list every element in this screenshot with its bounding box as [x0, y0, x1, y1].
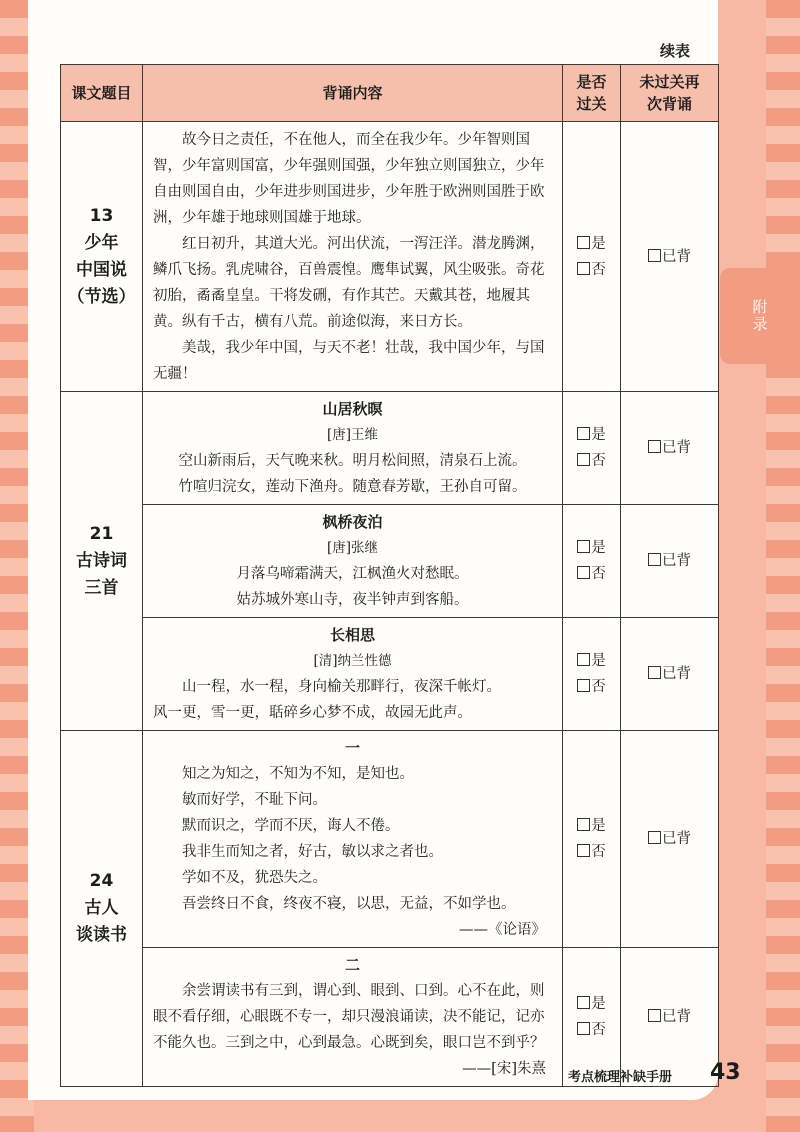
- recitation-table: [60, 64, 719, 1087]
- passed-no-checkbox[interactable]: 否: [564, 839, 619, 865]
- table-row: [61, 505, 719, 618]
- paragraph: 红日初升，其道大光。河出伏流，一泻汪洋。潜龙腾渊，鳞爪飞扬。乳虎啸谷，百兽震惶。鹰隼试翼，风尘吸张。奇花初胎，矞矞皇皇。干将发硎，有作其芒。天戴其苍，地履其黄。纵有千古，横有八荒。前途似海，来日方长。: [153, 235, 545, 330]
- book-title-footer: 考点梳理补缺手册: [568, 1070, 673, 1085]
- passed-yes-checkbox[interactable]: 是: [564, 991, 619, 1017]
- lesson-13-cell: 13 少年 中国说 （节选）: [61, 122, 143, 392]
- lesson-13-text: [143, 122, 563, 392]
- passed-cell: [563, 618, 621, 731]
- table-row: [61, 122, 719, 392]
- recited-checkbox[interactable]: 已背: [622, 1004, 717, 1030]
- header-retry: 未过关再次背诵: [621, 65, 719, 122]
- passed-yes-checkbox[interactable]: 是: [564, 535, 619, 561]
- page-edge-right: [766, 0, 800, 1132]
- lesson-21-cell: 21 古诗词 三首: [61, 392, 143, 731]
- recited-checkbox[interactable]: 已背: [622, 244, 717, 270]
- page-sheet: [28, 0, 741, 1100]
- paragraph: 美哉，我少年中国，与天不老！壮哉，我中国少年，与国无疆！: [153, 339, 545, 382]
- appendix-tab[interactable]: 附录: [720, 268, 800, 364]
- recited-checkbox[interactable]: 已背: [622, 661, 717, 687]
- poem-fengqiao-yebo: 枫桥夜泊 [唐]张继 月落乌啼霜满天，江枫渔火对愁眠。 姑苏城外寒山寺，夜半钟声到客船。: [143, 505, 563, 618]
- table-row: [61, 618, 719, 731]
- retry-cell: [621, 392, 719, 505]
- poem-changxiangsi: 长相思 [清]纳兰性德 山一程，水一程，身向榆关那畔行，夜深千帐灯。 风一更，雪一更，聒碎乡心梦不成，故园无此声。: [143, 618, 563, 731]
- table-row: [61, 392, 719, 505]
- passed-no-checkbox[interactable]: 否: [564, 1017, 619, 1043]
- recited-checkbox[interactable]: 已背: [622, 548, 717, 574]
- retry-cell: [621, 731, 719, 948]
- passed-no-checkbox[interactable]: 否: [564, 257, 619, 283]
- paragraph: 故今日之责任，不在他人，而全在我少年。少年智则国智，少年富则国富，少年强则国强，少年独立则国独立，少年自由则国自由，少年进步则国进步，少年胜于欧洲则国胜于欧洲，少年雄于地球则国雄于地球。: [153, 131, 545, 226]
- passed-yes-checkbox[interactable]: 是: [564, 422, 619, 448]
- retry-cell: [621, 505, 719, 618]
- passed-no-checkbox[interactable]: 否: [564, 561, 619, 587]
- lunyu-excerpt: 一 知之为知之，不知为不知，是知也。 敏而好学，不耻下问。 默而识之，学而不厌，诲人不倦。 我非生而知之者，好古，敏以求之者也。 学如不及，犹恐失之。 吾尝终日不食，终夜不寝，以思，无益，不如学也。 ——《论语》: [143, 731, 563, 948]
- passed-no-checkbox[interactable]: 否: [564, 448, 619, 474]
- passed-yes-checkbox[interactable]: 是: [564, 231, 619, 257]
- page-number: 43: [710, 1060, 741, 1085]
- passed-cell: [563, 392, 621, 505]
- header-content: 背诵内容: [143, 65, 563, 122]
- recited-checkbox[interactable]: 已背: [622, 435, 717, 461]
- poem-shanju-qiuming: 山居秋暝 [唐]王维 空山新雨后，天气晚来秋。明月松间照，清泉石上流。 竹喧归浣女，莲动下渔舟。随意春芳歇，王孙自可留。: [143, 392, 563, 505]
- passed-cell: [563, 505, 621, 618]
- continued-label: 续表: [659, 42, 690, 60]
- table-header-row: [61, 65, 719, 122]
- recited-checkbox[interactable]: 已背: [622, 826, 717, 852]
- passed-no-checkbox[interactable]: 否: [564, 674, 619, 700]
- passed-yes-checkbox[interactable]: 是: [564, 813, 619, 839]
- passed-cell: [563, 122, 621, 392]
- zhuxi-excerpt: 二 余尝谓读书有三到，谓心到、眼到、口到。心不在此，则眼不看仔细，心眼既不专一，却只漫浪诵读，决不能记，记亦不能久也。三到之中，心到最急。心既到矣，眼口岂不到乎？ ——[宋]朱熹: [143, 948, 563, 1087]
- passed-cell: [563, 731, 621, 948]
- header-passed: 是否过关: [563, 65, 621, 122]
- lesson-24-cell: 24 古人 谈读书: [61, 731, 143, 1087]
- retry-cell: [621, 122, 719, 392]
- table-row: [61, 731, 719, 948]
- header-lesson: 课文题目: [61, 65, 143, 122]
- retry-cell: [621, 618, 719, 731]
- passed-yes-checkbox[interactable]: 是: [564, 648, 619, 674]
